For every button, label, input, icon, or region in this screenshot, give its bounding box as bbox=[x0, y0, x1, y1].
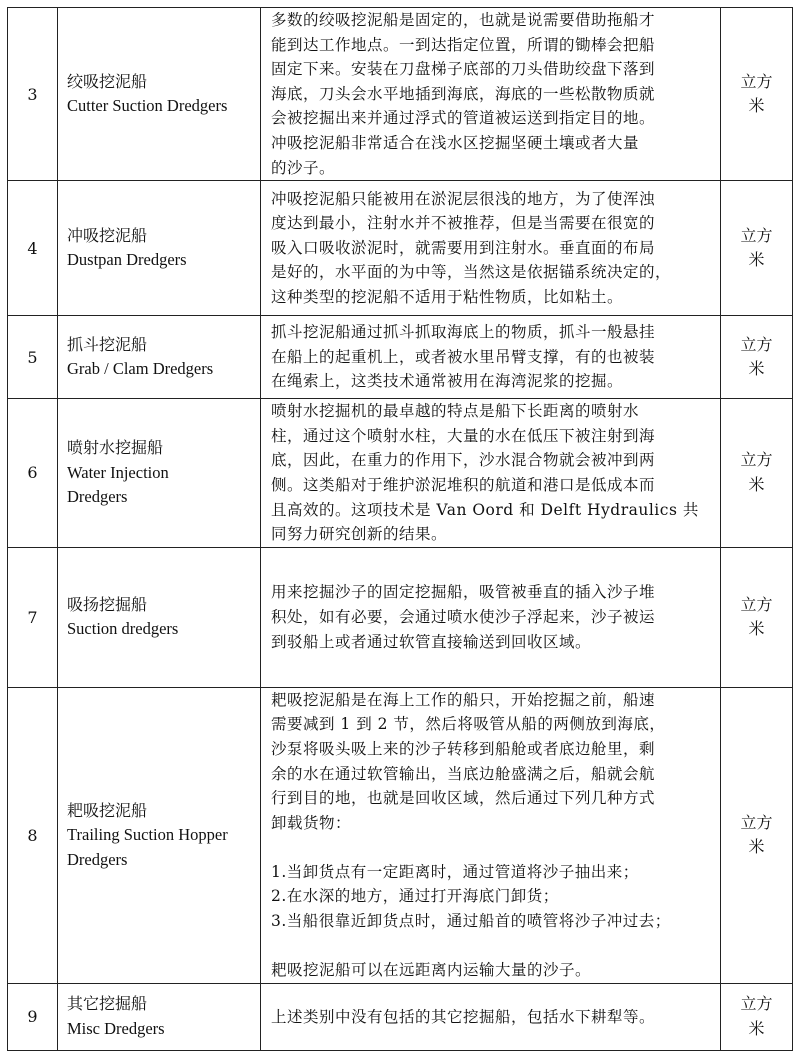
unit-text: 立方 bbox=[740, 994, 773, 1014]
description-line: 在船上的起重机上，或者被水里吊臂支撑，有的也被装 bbox=[271, 347, 656, 366]
dredger-name-english: Dredgers bbox=[67, 487, 128, 507]
unit-cell bbox=[721, 547, 793, 687]
dredger-name-cell bbox=[58, 547, 261, 687]
dredger-name-english: Trailing Suction Hopper bbox=[67, 825, 228, 845]
unit-text: 立方 bbox=[740, 334, 773, 354]
table-row bbox=[8, 983, 793, 1050]
unit-text: 立方 bbox=[740, 812, 773, 832]
row-number: 4 bbox=[8, 181, 58, 316]
description-line: 柱，通过这个喷射水柱，大量的水在低压下被注射到海 bbox=[271, 426, 656, 445]
row-number: 7 bbox=[8, 547, 58, 687]
dredger-name-cell bbox=[58, 181, 261, 316]
unit-cell bbox=[721, 983, 793, 1050]
table-body bbox=[8, 8, 793, 1051]
description-line: 2.在水深的地方，通过打开海底门卸货； bbox=[271, 887, 559, 906]
description-line: 沙泵将吸头吸上来的沙子转移到船舱或者底边舱里，剩 bbox=[271, 739, 656, 758]
description-line: 的沙子。 bbox=[271, 158, 336, 177]
unit-text: 立方 bbox=[740, 594, 773, 614]
row-number: 8 bbox=[8, 687, 58, 983]
description-line: 到驳船上或者通过软管直接输送到回收区域。 bbox=[271, 632, 592, 651]
unit-cell bbox=[721, 181, 793, 316]
description-line: 是好的，水平面的为中等，当然这是依据锚系统决定的， bbox=[271, 263, 672, 282]
dredger-name-chinese: 吸扬挖掘船 bbox=[67, 594, 148, 614]
row-number: 9 bbox=[8, 983, 58, 1050]
table-row bbox=[8, 687, 793, 983]
dredger-name-english: Suction dredgers bbox=[67, 619, 179, 639]
dredger-name-cell bbox=[58, 316, 261, 399]
dredger-name-chinese: 抓斗挖泥船 bbox=[67, 334, 148, 354]
description-cell bbox=[261, 547, 721, 687]
unit-text: 立方 bbox=[740, 71, 773, 91]
dredger-types-table bbox=[7, 7, 793, 1051]
description-line: 冲吸挖泥船只能被用在淤泥层很浅的地方，为了使浑浊 bbox=[271, 189, 656, 208]
dredger-name-english: Water Injection bbox=[67, 462, 169, 482]
table-row bbox=[8, 181, 793, 316]
dredger-name-chinese: 绞吸挖泥船 bbox=[67, 71, 148, 91]
table-row bbox=[8, 547, 793, 687]
dredger-name-cell bbox=[58, 399, 261, 548]
description-line: 多数的绞吸挖泥船是固定的，也就是说需要借助拖船才 bbox=[271, 11, 656, 29]
dredger-name-english: Grab / Clam Dredgers bbox=[67, 359, 214, 379]
description-line: 底，因此，在重力的作用下，沙水混合物就会被冲到两 bbox=[271, 451, 656, 470]
table-row bbox=[8, 399, 793, 548]
table-row bbox=[8, 8, 793, 181]
description-line: 余的水在通过软管输出，当底边舱盛满之后，船就会航 bbox=[271, 764, 656, 783]
paragraph-spacer bbox=[271, 934, 712, 959]
unit-cell bbox=[721, 8, 793, 181]
description-line: 1.当卸货点有一定距离时，通过管道将沙子抽出来； bbox=[271, 862, 639, 881]
unit-cell bbox=[721, 399, 793, 548]
description-line: 卸载货物： bbox=[271, 813, 352, 832]
description-line: 能到达工作地点。一到达指定位置，所谓的锄棒会把船 bbox=[271, 35, 656, 54]
unit-cell bbox=[721, 316, 793, 399]
dredger-name-english: Misc Dredgers bbox=[67, 1018, 165, 1038]
description-line: 抓斗挖泥船通过抓斗抓取海底上的物质，抓斗一般悬挂 bbox=[271, 323, 656, 342]
description-line: 喷射水挖掘机的最卓越的特点是船下长距离的喷射水 bbox=[271, 402, 640, 421]
unit-text: 米 bbox=[748, 1018, 765, 1038]
unit-cell bbox=[721, 687, 793, 983]
dredger-name-english: Dustpan Dredgers bbox=[67, 250, 187, 270]
description-line: 冲吸挖泥船非常适合在浅水区挖掘坚硬土壤或者大量 bbox=[271, 133, 640, 152]
description-line: 需要减到 1 到 2 节，然后将吸管从船的两侧放到海底， bbox=[271, 715, 666, 734]
description-line: 吸入口吸收淤泥时，就需要用到注射水。垂直面的布局 bbox=[271, 238, 656, 257]
row-number: 5 bbox=[8, 316, 58, 399]
description-line: 且高效的。这项技术是 Van Oord 和 Delft Hydraulics 共 bbox=[271, 500, 699, 519]
dredger-name-chinese: 喷射水挖掘船 bbox=[67, 438, 164, 458]
dredger-name-cell bbox=[58, 983, 261, 1050]
description-line: 海底，刀头会水平地插到海底，海底的一些松散物质就 bbox=[271, 84, 656, 103]
unit-text: 米 bbox=[748, 250, 765, 270]
description-line: 用来挖掘沙子的固定挖掘船，吸管被垂直的插入沙子堆 bbox=[271, 583, 656, 602]
description-line: 耙吸挖泥船可以在远距离内运输大量的沙子。 bbox=[271, 961, 592, 980]
dredger-name-chinese: 其它挖掘船 bbox=[67, 994, 148, 1014]
unit-text: 米 bbox=[748, 619, 765, 639]
description-cell bbox=[261, 316, 721, 399]
table-row bbox=[8, 316, 793, 399]
unit-text: 米 bbox=[748, 837, 765, 857]
description-line: 积处，如有必要，会通过喷水使沙子浮起来，沙子被运 bbox=[271, 607, 656, 626]
description-line: 上述类别中没有包括的其它挖掘船，包括水下耕犁等。 bbox=[271, 1007, 656, 1026]
dredger-name-cell bbox=[58, 8, 261, 181]
description-cell bbox=[261, 399, 721, 548]
description-line: 固定下来。安装在刀盘梯子底部的刀头借助绞盘下落到 bbox=[271, 60, 656, 79]
dredger-name-cell bbox=[58, 687, 261, 983]
description-line: 同努力研究创新的结果。 bbox=[271, 525, 448, 544]
dredger-name-english: Cutter Suction Dredgers bbox=[67, 96, 228, 116]
dredger-name-chinese: 耙吸挖泥船 bbox=[67, 800, 148, 820]
dredger-name-english: Dredgers bbox=[67, 849, 128, 869]
unit-text: 立方 bbox=[740, 225, 773, 245]
description-line: 侧。这类船对于维护淤泥堆积的航道和港口是低成本而 bbox=[271, 475, 656, 494]
description-line: 3.当船很靠近卸货点时，通过船首的喷管将沙子冲过去； bbox=[271, 912, 671, 931]
dredger-name-chinese: 冲吸挖泥船 bbox=[67, 225, 148, 245]
unit-text: 米 bbox=[748, 96, 765, 116]
description-line: 在绳索上，这类技术通常被用在海湾泥浆的挖掘。 bbox=[271, 372, 624, 391]
unit-text: 立方 bbox=[740, 450, 773, 470]
description-cell bbox=[261, 983, 721, 1050]
description-cell bbox=[261, 181, 721, 316]
description-line: 这种类型的挖泥船不适用于粘性物质，比如粘土。 bbox=[271, 288, 624, 307]
row-number: 6 bbox=[8, 399, 58, 548]
description-line: 会被挖掘出来并通过浮式的管道被运送到指定目的地。 bbox=[271, 109, 656, 128]
description-cell bbox=[261, 8, 721, 181]
description-line: 度达到最小，注射水并不被推荐，但是当需要在很宽的 bbox=[271, 214, 656, 233]
description-line: 行到目的地，也就是回收区域，然后通过下列几种方式 bbox=[271, 789, 656, 808]
unit-text: 米 bbox=[748, 359, 765, 379]
row-number: 3 bbox=[8, 8, 58, 181]
description-line: 耙吸挖泥船是在海上工作的船只，开始挖掘之前，船速 bbox=[271, 690, 656, 709]
unit-text: 米 bbox=[748, 474, 765, 494]
paragraph-spacer bbox=[271, 835, 712, 860]
description-cell bbox=[261, 687, 721, 983]
